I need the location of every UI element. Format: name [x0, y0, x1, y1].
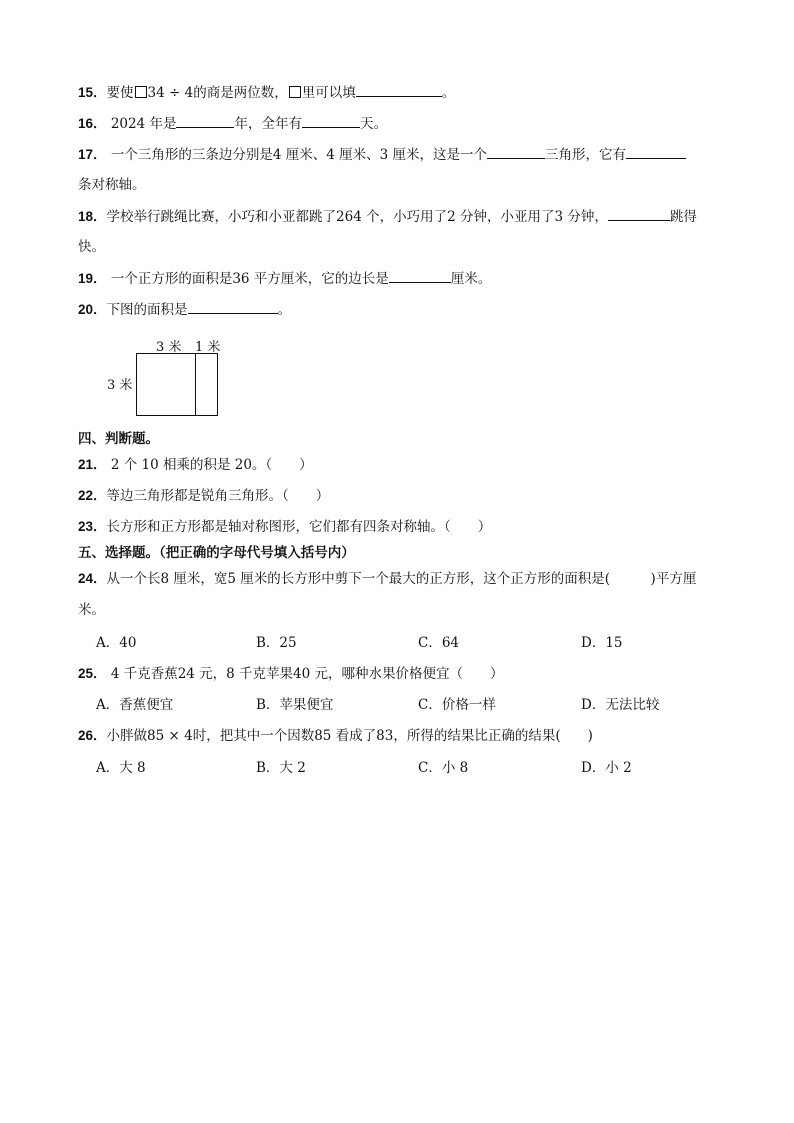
question-number: 23．: [78, 519, 107, 534]
option-d[interactable]: D．小 2: [581, 760, 632, 776]
question-text: 学校举行跳绳比赛，小巧和小亚都跳了264 个，小巧用了2 分钟，小亚用了3 分钟，: [106, 209, 608, 225]
option-b[interactable]: B．大 2: [256, 760, 306, 776]
question-number: 25．: [78, 666, 107, 681]
question-text: 34 ÷ 4的商是两位数，: [147, 85, 288, 101]
question-23: [78, 518, 491, 536]
figure-label-left: 3 米: [107, 378, 133, 393]
answer-blank[interactable]: [302, 114, 360, 128]
answer-blank[interactable]: [608, 207, 670, 221]
option-c[interactable]: C．小 8: [418, 760, 469, 776]
question-18-cont: [78, 238, 105, 256]
question-text[interactable]: 等边三角形都是锐角三角形。（ ）: [106, 488, 330, 504]
question-number: 15．: [78, 85, 107, 100]
option-b[interactable]: B．苹果便宜: [256, 697, 334, 713]
question-25: [78, 665, 504, 683]
question-17-cont: [78, 176, 146, 194]
question-26: [78, 727, 593, 745]
question-text[interactable]: 2 个 10 相乘的积是 20。（ ）: [106, 457, 313, 473]
question-number: 22．: [78, 488, 107, 503]
question-text: 里可以填: [301, 85, 356, 101]
question-text: 厘米。: [450, 271, 492, 287]
question-text: 米。: [78, 602, 105, 618]
option-a[interactable]: A．40: [96, 635, 137, 651]
question-text: 快。: [78, 239, 105, 255]
question-text: 条对称轴。: [78, 177, 146, 193]
answer-blank[interactable]: [389, 269, 451, 283]
figure-strip-rectangle: [195, 353, 218, 416]
question-number: 26．: [78, 728, 107, 743]
answer-blank[interactable]: [188, 300, 278, 314]
question-24-cont: [78, 601, 105, 619]
box-icon: [289, 86, 301, 98]
question-text: 要使: [106, 85, 134, 101]
answer-blank[interactable]: [487, 145, 545, 159]
question-text: 年，全年有: [234, 116, 302, 132]
question-text: 跳得: [669, 209, 697, 225]
question-number: 16．: [78, 116, 107, 131]
option-d[interactable]: D．15: [581, 635, 623, 651]
question-number: 17．: [78, 147, 107, 162]
question-20: [78, 300, 291, 319]
question-15: [78, 83, 455, 102]
figure-label-top: 3 米: [156, 340, 182, 355]
option-c[interactable]: C．64: [418, 635, 460, 651]
question-number: 21．: [78, 457, 107, 472]
question-22: [78, 487, 329, 505]
question-text: 。: [441, 85, 456, 101]
question-18: [78, 207, 697, 226]
box-icon: [135, 86, 147, 98]
question-text: 2024 年是: [106, 116, 177, 132]
question-text: 三角形，它有: [544, 147, 626, 163]
answer-blank[interactable]: [356, 83, 442, 97]
question-24: [78, 570, 696, 588]
option-a[interactable]: A．大 8: [96, 760, 146, 776]
question-text[interactable]: 小胖做85 × 4时，把其中一个因数85 看成了83，所得的结果比正确的结果( ): [106, 728, 593, 744]
section-5-heading: 五、选择题。（把正确的字母代号填入括号内）: [78, 545, 355, 561]
answer-blank[interactable]: [626, 145, 686, 159]
option-d[interactable]: D．无法比较: [581, 697, 660, 713]
question-17: [78, 145, 686, 164]
option-b[interactable]: B．25: [256, 635, 297, 651]
question-16: [78, 114, 387, 133]
option-c[interactable]: C．价格一样: [418, 697, 496, 713]
question-text: 一个正方形的面积是36 平方厘米，它的边长是: [106, 271, 389, 287]
question-21: [78, 456, 313, 474]
figure-label-top-right: 1 米: [195, 340, 221, 355]
question-text: 天。: [359, 116, 387, 132]
question-text[interactable]: 4 千克香蕉24 元，8 千克苹果40 元，哪种水果价格便宜（ ）: [106, 666, 504, 682]
section-4-heading: 四、判断题。: [78, 431, 159, 447]
question-19: [78, 269, 491, 288]
question-text: 。: [277, 302, 292, 318]
answer-blank[interactable]: [176, 114, 234, 128]
area-figure: [78, 333, 258, 423]
option-a[interactable]: A．香蕉便宜: [96, 697, 174, 713]
question-text[interactable]: 从一个长8 厘米，宽5 厘米的长方形中剪下一个最大的正方形，这个正方形的面积是( )平方厘: [106, 571, 697, 587]
question-text[interactable]: 长方形和正方形都是轴对称图形，它们都有四条对称轴。（ ）: [106, 519, 492, 535]
question-number: 24．: [78, 571, 107, 586]
question-text: 下图的面积是: [106, 302, 188, 318]
question-text: 一个三角形的三条边分别是4 厘米、4 厘米、3 厘米，这是一个: [106, 147, 487, 163]
question-number: 18．: [78, 209, 107, 224]
question-number: 19．: [78, 271, 107, 286]
question-number: 20．: [78, 302, 107, 317]
